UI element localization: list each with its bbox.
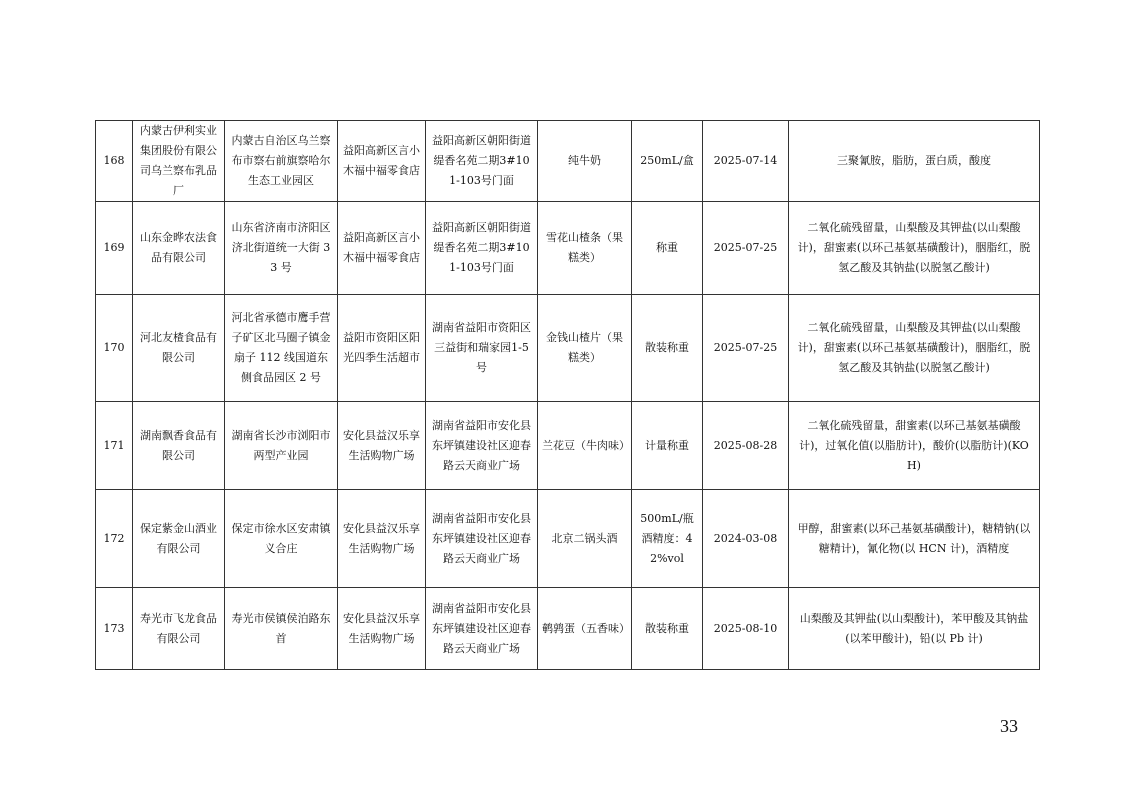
table-row xyxy=(96,402,1040,490)
seller-name: 安化县益汉乐享生活购物广场 xyxy=(338,402,426,490)
production-date: 2025-08-10 xyxy=(703,588,789,670)
seller-name: 益阳高新区言小木福中福零食店 xyxy=(338,121,426,202)
seller-address: 湖南省益阳市安化县东坪镇建设社区迎春路云天商业广场 xyxy=(426,490,538,588)
producer-address: 河北省承德市鹰手营子矿区北马圈子镇金扇子 112 线国道东侧食品园区 2 号 xyxy=(225,295,338,402)
producer-name: 山东金晔农法食品有限公司 xyxy=(133,202,225,295)
producer-address: 山东省济南市济阳区济北街道统一大街 33 号 xyxy=(225,202,338,295)
table-row xyxy=(96,202,1040,295)
table-row xyxy=(96,121,1040,202)
seller-name: 益阳市资阳区阳光四季生活超市 xyxy=(338,295,426,402)
row-index: 169 xyxy=(96,202,133,295)
seller-address: 湖南省益阳市安化县东坪镇建设社区迎春路云天商业广场 xyxy=(426,588,538,670)
producer-address: 保定市徐水区安肃镇义合庄 xyxy=(225,490,338,588)
row-index: 173 xyxy=(96,588,133,670)
production-date: 2025-07-25 xyxy=(703,295,789,402)
inspection-items: 二氧化硫残留量，甜蜜素(以环己基氨基磺酸计)，过氧化值(以脂肪计)，酸价(以脂肪计)(KOH) xyxy=(789,402,1040,490)
inspection-items: 山梨酸及其钾盐(以山梨酸计)，苯甲酸及其钠盐(以苯甲酸计)，铅(以 Pb 计) xyxy=(789,588,1040,670)
producer-address: 内蒙古自治区乌兰察布市察右前旗察哈尔生态工业园区 xyxy=(225,121,338,202)
producer-name: 河北友楂食品有限公司 xyxy=(133,295,225,402)
product-spec: 计量称重 xyxy=(632,402,703,490)
producer-name: 寿光市飞龙食品有限公司 xyxy=(133,588,225,670)
seller-name: 安化县益汉乐享生活购物广场 xyxy=(338,490,426,588)
product-spec: 250mL/盒 xyxy=(632,121,703,202)
product-name: 北京二锅头酒 xyxy=(538,490,632,588)
table-row xyxy=(96,588,1040,670)
product-name: 金钱山楂片（果糕类） xyxy=(538,295,632,402)
producer-address: 湖南省长沙市浏阳市两型产业园 xyxy=(225,402,338,490)
product-spec: 500mL/瓶 酒精度：42%vol xyxy=(632,490,703,588)
row-index: 172 xyxy=(96,490,133,588)
inspection-items: 二氧化硫残留量，山梨酸及其钾盐(以山梨酸计)，甜蜜素(以环己基氨基磺酸计)，胭脂红，脱氢乙酸及其钠盐(以脱氢乙酸计) xyxy=(789,202,1040,295)
producer-name: 保定紫金山酒业有限公司 xyxy=(133,490,225,588)
production-date: 2025-07-14 xyxy=(703,121,789,202)
production-date: 2025-08-28 xyxy=(703,402,789,490)
inspection-table xyxy=(95,120,1040,670)
inspection-items: 三聚氰胺，脂肪，蛋白质，酸度 xyxy=(789,121,1040,202)
producer-name: 内蒙古伊利实业集团股份有限公司乌兰察布乳品厂 xyxy=(133,121,225,202)
product-spec: 散装称重 xyxy=(632,295,703,402)
seller-name: 安化县益汉乐享生活购物广场 xyxy=(338,588,426,670)
row-index: 171 xyxy=(96,402,133,490)
inspection-items: 甲醇，甜蜜素(以环己基氨基磺酸计)，糖精钠(以糖精计)，氰化物(以 HCN 计)，酒精度 xyxy=(789,490,1040,588)
inspection-items: 二氧化硫残留量，山梨酸及其钾盐(以山梨酸计)，甜蜜素(以环己基氨基磺酸计)，胭脂红，脱氢乙酸及其钠盐(以脱氢乙酸计) xyxy=(789,295,1040,402)
producer-name: 湖南飘香食品有限公司 xyxy=(133,402,225,490)
seller-address: 湖南省益阳市安化县东坪镇建设社区迎春路云天商业广场 xyxy=(426,402,538,490)
product-spec: 称重 xyxy=(632,202,703,295)
table-row xyxy=(96,295,1040,402)
production-date: 2024-03-08 xyxy=(703,490,789,588)
product-spec: 散装称重 xyxy=(632,588,703,670)
table-body xyxy=(96,121,1040,670)
production-date: 2025-07-25 xyxy=(703,202,789,295)
product-name: 兰花豆（牛肉味） xyxy=(538,402,632,490)
producer-address: 寿光市侯镇侯泊路东首 xyxy=(225,588,338,670)
seller-name: 益阳高新区言小木福中福零食店 xyxy=(338,202,426,295)
page-number: 33 xyxy=(1000,716,1018,736)
product-name: 雪花山楂条（果糕类） xyxy=(538,202,632,295)
product-name: 纯牛奶 xyxy=(538,121,632,202)
seller-address: 益阳高新区朝阳街道缇香名苑二期3#101-103号门面 xyxy=(426,121,538,202)
product-name: 鹌鹑蛋（五香味） xyxy=(538,588,632,670)
table-row xyxy=(96,490,1040,588)
row-index: 168 xyxy=(96,121,133,202)
row-index: 170 xyxy=(96,295,133,402)
seller-address: 湖南省益阳市资阳区三益街和瑞家园1-5 号 xyxy=(426,295,538,402)
seller-address: 益阳高新区朝阳街道缇香名苑二期3#101-103号门面 xyxy=(426,202,538,295)
